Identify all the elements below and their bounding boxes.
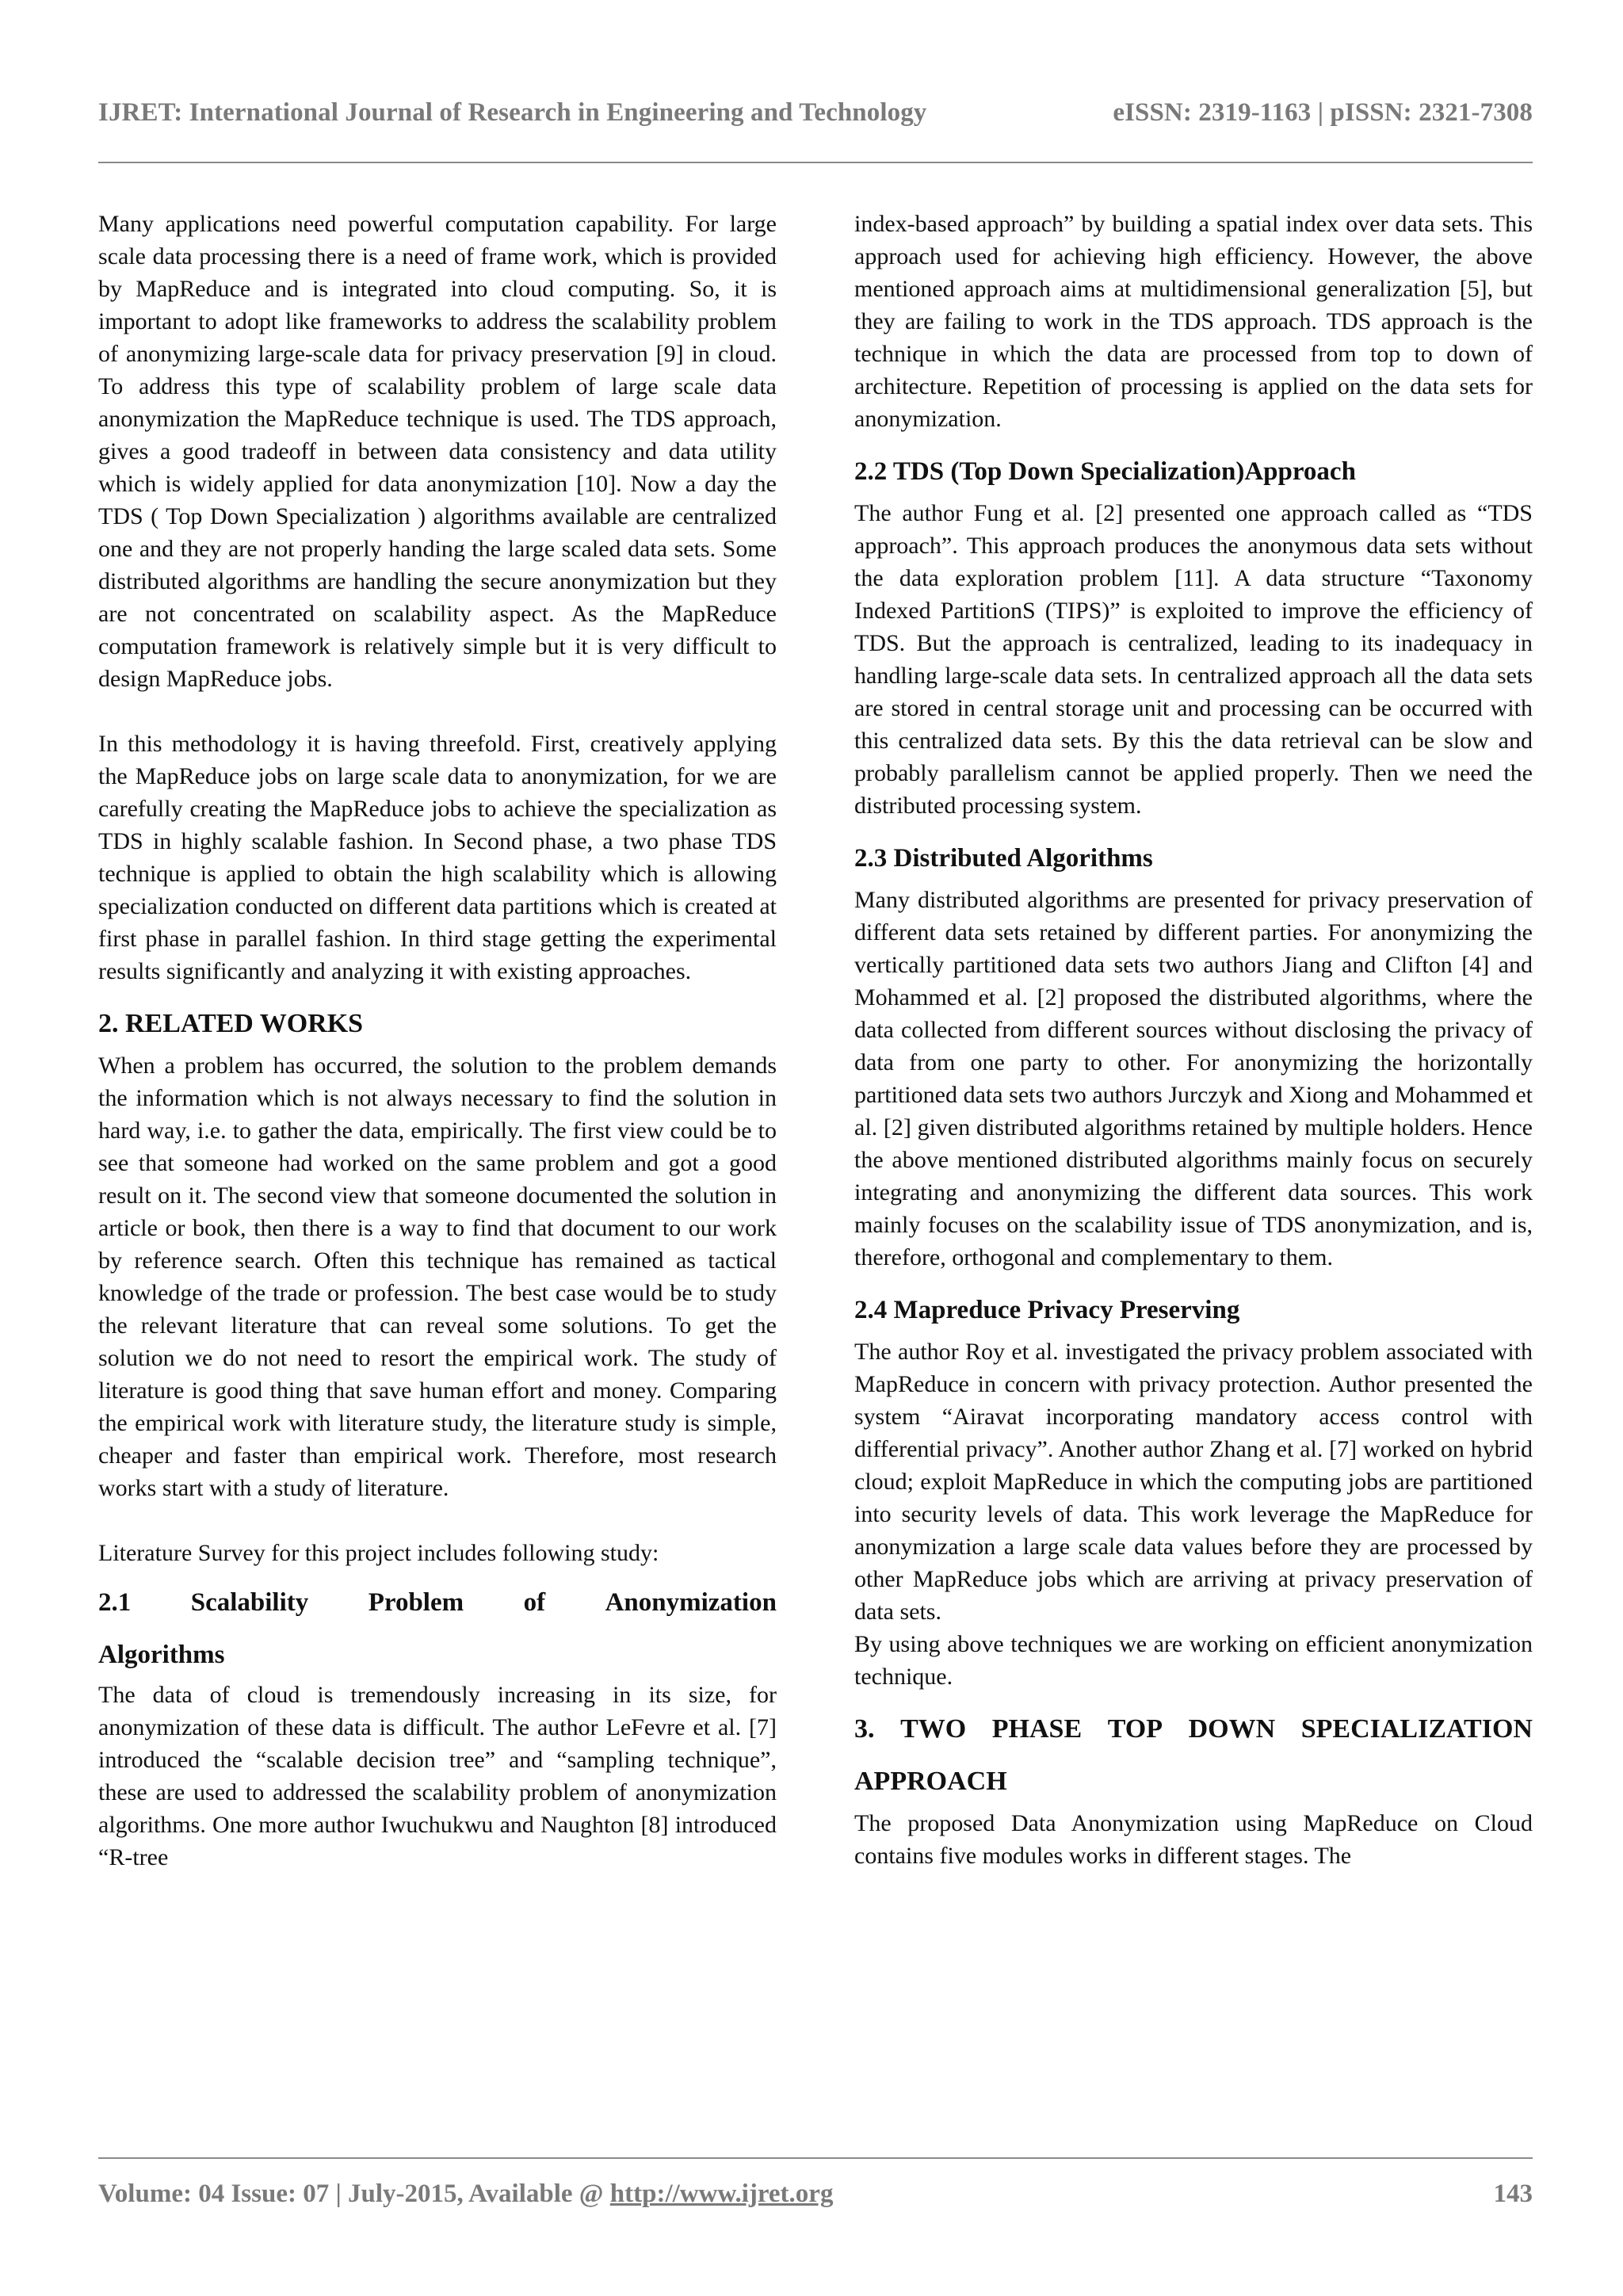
heading-word: 3. (854, 1714, 875, 1744)
heading-word: Scalability (190, 1588, 309, 1617)
heading-word: of (523, 1588, 546, 1617)
subsection-heading-2-2: 2.2 TDS (Top Down Specialization)Approach (854, 457, 1356, 486)
intro-paragraph-2: In this methodology it is having threefold. First, creatively applying the MapReduce jobs on large scale data to anonymization, for we are carefully creating the MapReduce jobs to achieve the specialization as TDS in highly scalable fashion. In Second phase, a two phase TDS technique is applied to obtain the high scalability which is allowing specialization conducted on different data partitions which is created at first phase in parallel fashion. In third stage getting the experimental results significantly and analyzing it with existing approaches. (98, 731, 777, 984)
heading-word: 2.1 (98, 1588, 132, 1617)
scalability-paragraph: The data of cloud is tremendously increasing in its size, for anonymization of these data is difficult. The author LeFevre et al. [7] introduced the “scalable decision tree” and “sampling technique”, these are used to addressed the scalability problem of anonymization algorithms. One more author Iwuchukwu and Naughton [8] introduced “R-tree (98, 1682, 777, 1870)
section-heading-3-line2: APPROACH (854, 1767, 1007, 1796)
distributed-algorithms-paragraph: Many distributed algorithms are presented for privacy preservation of different data sets retained by different parties. For anonymizing the vertically partitioned data sets two authors Jiang and Clifton [4] and Mohammed et al. [2] proposed the distributed algorithms, where the data collected from different sources without disclosing the privacy of data from one party to other. For anonymizing the horizontally partitioned data sets two authors Jurczyk and Xiong and Mohammed et al. [2] given distributed algorithms retained by multiple holders. Hence the above mentioned distributed algorithms mainly focus on securely integrating and anonymizing the different data sources. This work mainly focuses on the scalability issue of TDS anonymization, and is, therefore, orthogonal and complementary to them. (854, 887, 1533, 1270)
subsection-heading-2-3: 2.3 Distributed Algorithms (854, 844, 1153, 873)
journal-title: IJRET: International Journal of Research in Engineering and Technology (98, 98, 927, 127)
section-heading-related-works: 2. RELATED WORKS (98, 1009, 364, 1038)
proposed-system-paragraph: The proposed Data Anonymization using MapReduce on Cloud contains five modules works in different stages. The (854, 1810, 1533, 1869)
footer-rule (98, 2157, 1533, 2159)
volume-info: Volume: 04 Issue: 07 | July-2015, Available @ (98, 2179, 610, 2208)
issn-numbers: eISSN: 2319-1163 | pISSN: 2321-7308 (1113, 98, 1533, 127)
tds-paragraph: The author Fung et al. [2] presented one approach called as “TDS approach”. This approach produces the anonymous data sets without the data exploration problem [11]. A data structure “Taxonomy Indexed PartitionS (TIPS)” is exploited to improve the efficiency of TDS. But the approach is centralized, leading to its inadequacy in handling large-scale data sets. In centralized approach all the data sets are stored in central storage unit and processing can be occurred with this centralized data sets. By this the data retrieval can be slow and probably parallelism cannot be applied properly. Then we need the distributed processing system. (854, 500, 1533, 819)
right-column (854, 208, 1533, 1872)
section-heading-3 (854, 1712, 1533, 1747)
left-column (98, 208, 777, 1874)
heading-word: SPECIALIZATION (1300, 1714, 1533, 1744)
mapreduce-privacy-paragraph: The author Roy et al. investigated the privacy problem associated with MapReduce in concern with privacy protection. Author presented the system “Airavat incorporating mandatory access control with differential privacy”. Another author Zhang et al. [7] worked on hybrid cloud; exploit MapReduce in which the computing jobs are partitioned into security levels of data. This work leverage the MapReduce for anonymization a large scale data values before they are processed by other MapReduce jobs which are arriving at privacy preservation of data sets. (854, 1339, 1533, 1625)
techniques-paragraph: By using above techniques we are working on efficient anonymization technique. (854, 1631, 1533, 1690)
r-tree-paragraph: index-based approach” by building a spatial index over data sets. This approach used for achieving high efficiency. However, the above mentioned approach aims at multidimensional generalization [5], but they are failing to work in the TDS approach. TDS approach is the technique in which the data are processed from top to down of architecture. Repetition of processing is applied on the data sets for anonymization. (854, 211, 1533, 432)
heading-word: PHASE (991, 1714, 1083, 1744)
journal-link[interactable]: http://www.ijret.org (609, 2179, 834, 2208)
literature-survey-intro: Literature Survey for this project includes following study: (98, 1540, 659, 1566)
related-works-paragraph: When a problem has occurred, the solution to the problem demands the information which is not always necessary to find the solution in hard way, i.e. to gather the data, empirically. The first view could be to see that someone had worked on the same problem and got a good result on it. The second view that someone documented the solution in article or book, then there is a way to find that document to our work by reference search. Often this technique has remained as tactical knowledge of the trade or profession. The best case would be to study the relevant literature that can reveal some solutions. To get the solution we do not need to resort the empirical work. The study of literature is good thing that save human effort and money. Comparing the empirical work with literature study, the literature study is simple, cheaper and faster than empirical work. Therefore, most research works start with a study of literature. (98, 1052, 777, 1501)
header-rule (98, 162, 1533, 163)
subsection-heading-2-1 (98, 1585, 777, 1620)
intro-paragraph-1: Many applications need powerful computation capability. For large scale data processing there is a need of frame work, which is provided by MapReduce and is integrated into cloud computing. So, it is important to adopt like frameworks to address the scalability problem of anonymizing large-scale data for privacy preservation [9] in cloud. To address this type of scalability problem of large scale data anonymization the MapReduce technique is used. The TDS approach, gives a good tradeoff in between data consistency and data utility which is widely applied for data anonymization [10]. Now a day the TDS ( Top Down Specialization ) algorithms available are centralized one and they are not properly handing the large scaled data sets. Some distributed algorithms are handling the secure anonymization but they are not concentrated on scalability aspect. As the MapReduce computation framework is relatively simple but it is very difficult to design MapReduce jobs. (98, 211, 777, 692)
heading-word: Anonymization (605, 1588, 777, 1617)
heading-word: DOWN (1188, 1714, 1276, 1744)
heading-word: Problem (368, 1588, 464, 1617)
heading-word: TWO (900, 1714, 967, 1744)
heading-word: TOP (1107, 1714, 1163, 1744)
running-header (98, 98, 1533, 128)
subsection-heading-2-4: 2.4 Mapreduce Privacy Preserving (854, 1296, 1240, 1324)
subsection-heading-2-1-line2: Algorithms (98, 1641, 225, 1669)
running-footer (98, 2179, 1533, 2209)
page-number: 143 (1493, 2179, 1533, 2208)
